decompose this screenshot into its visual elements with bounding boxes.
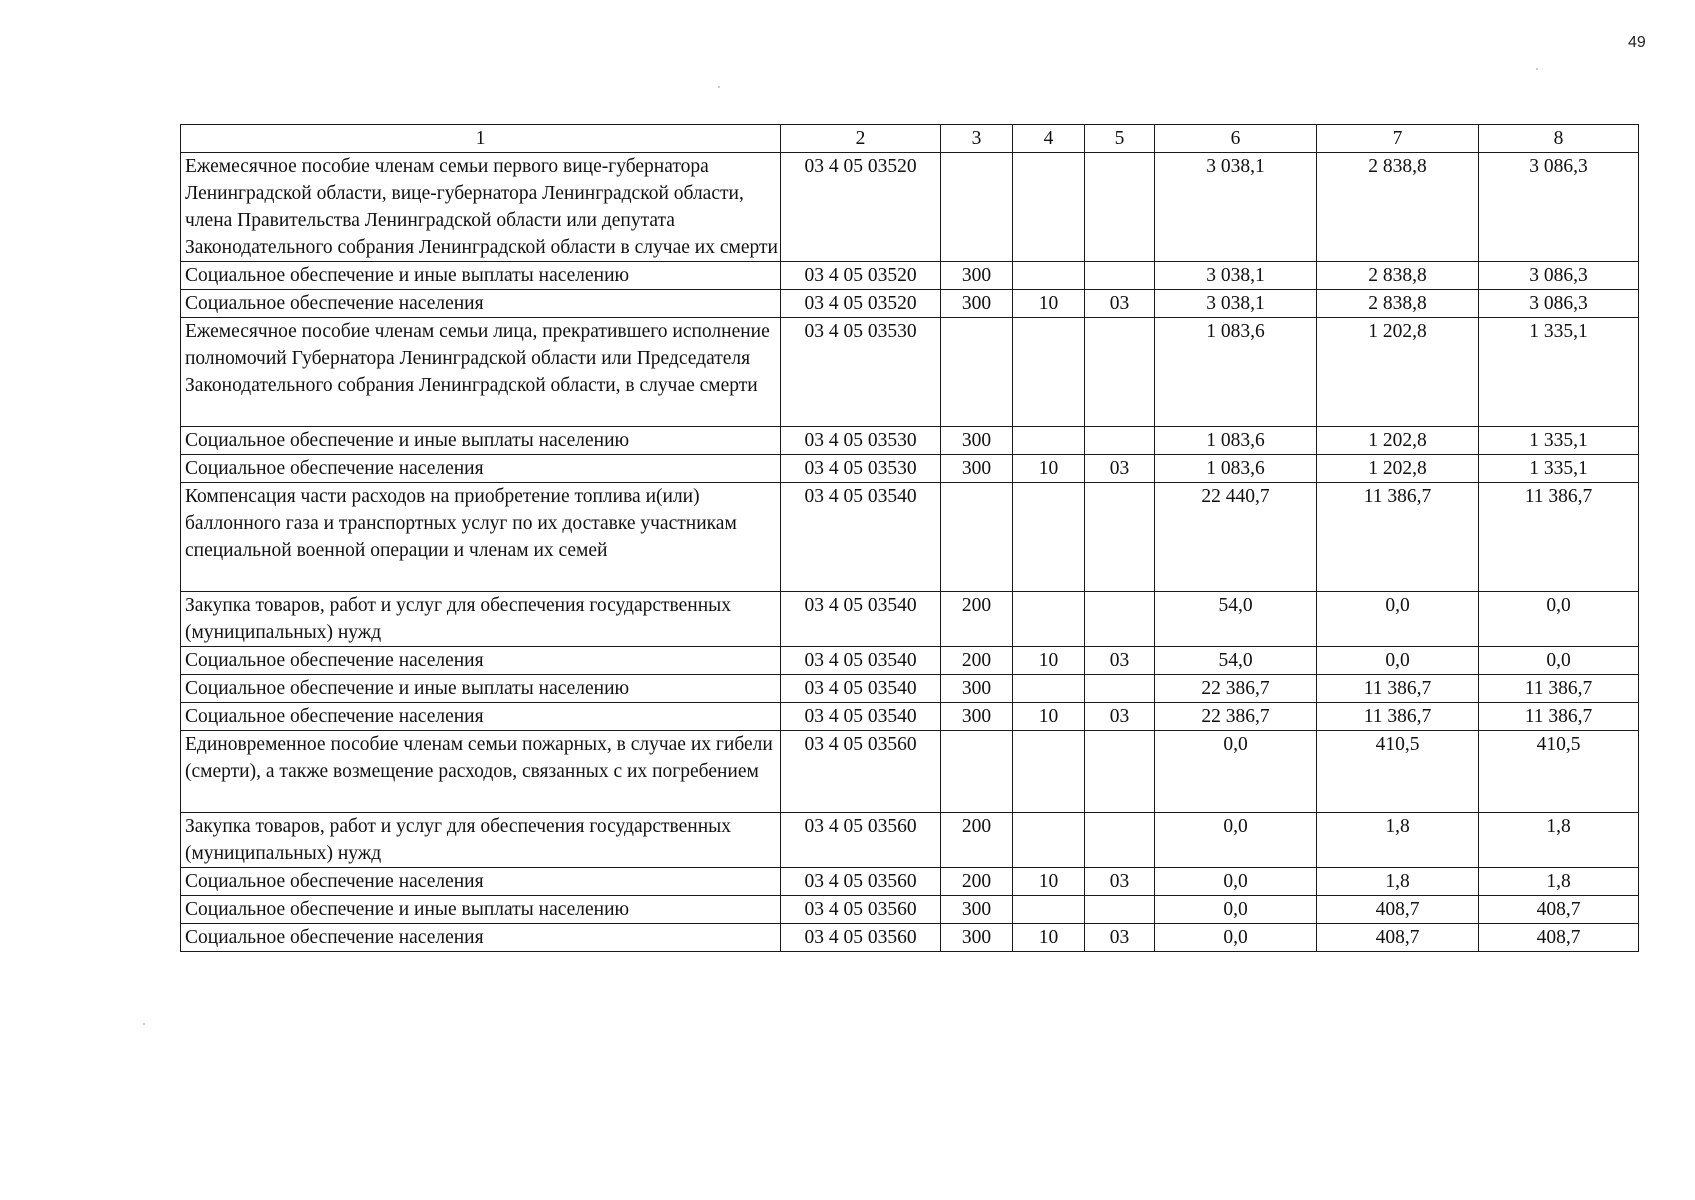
scan-speck bbox=[718, 86, 720, 88]
row-col5 bbox=[1085, 592, 1155, 647]
row-col5: 03 bbox=[1085, 290, 1155, 318]
row-name: Социальное обеспечение населения bbox=[181, 290, 781, 318]
row-name: Ежемесячное пособие членам семьи лица, прекратившего исполнение полномочий Губернатора Ленинградской области или Председателя Законодательного собрания Ленинградской области, в случае смерти bbox=[181, 318, 781, 427]
row-col5 bbox=[1085, 153, 1155, 262]
row-col5 bbox=[1085, 731, 1155, 813]
table-row bbox=[181, 813, 1639, 868]
row-name: Социальное обеспечение населения bbox=[181, 703, 781, 731]
row-col3: 300 bbox=[941, 896, 1013, 924]
row-col7: 1,8 bbox=[1317, 813, 1479, 868]
row-col3: 300 bbox=[941, 427, 1013, 455]
row-col7: 408,7 bbox=[1317, 896, 1479, 924]
row-col4: 10 bbox=[1013, 290, 1085, 318]
row-code: 03 4 05 03530 bbox=[781, 318, 941, 427]
row-col4 bbox=[1013, 896, 1085, 924]
table-row bbox=[181, 896, 1639, 924]
row-col4: 10 bbox=[1013, 703, 1085, 731]
row-code: 03 4 05 03530 bbox=[781, 455, 941, 483]
row-col4 bbox=[1013, 483, 1085, 592]
table-header-row bbox=[181, 125, 1639, 153]
row-col6: 0,0 bbox=[1155, 731, 1317, 813]
row-col6: 0,0 bbox=[1155, 868, 1317, 896]
row-name: Компенсация части расходов на приобретение топлива и(или) баллонного газа и транспортных услуг по их доставке участникам специальной военной операции и членам их семей bbox=[181, 483, 781, 592]
row-col8: 0,0 bbox=[1479, 647, 1639, 675]
row-code: 03 4 05 03520 bbox=[781, 290, 941, 318]
row-col6: 3 038,1 bbox=[1155, 153, 1317, 262]
row-col7: 1 202,8 bbox=[1317, 318, 1479, 427]
column-header: 7 bbox=[1317, 125, 1479, 153]
row-col7: 11 386,7 bbox=[1317, 483, 1479, 592]
row-col7: 0,0 bbox=[1317, 592, 1479, 647]
row-col8: 1 335,1 bbox=[1479, 455, 1639, 483]
scan-speck bbox=[1536, 68, 1538, 70]
row-name: Социальное обеспечение и иные выплаты населению bbox=[181, 427, 781, 455]
row-col5 bbox=[1085, 675, 1155, 703]
row-col3: 200 bbox=[941, 868, 1013, 896]
table-row bbox=[181, 318, 1639, 427]
row-name: Социальное обеспечение населения bbox=[181, 455, 781, 483]
row-col4: 10 bbox=[1013, 868, 1085, 896]
row-col8: 1,8 bbox=[1479, 868, 1639, 896]
row-col7: 2 838,8 bbox=[1317, 262, 1479, 290]
column-header: 6 bbox=[1155, 125, 1317, 153]
row-col7: 410,5 bbox=[1317, 731, 1479, 813]
row-col4: 10 bbox=[1013, 647, 1085, 675]
row-code: 03 4 05 03560 bbox=[781, 813, 941, 868]
row-col4 bbox=[1013, 153, 1085, 262]
row-code: 03 4 05 03560 bbox=[781, 868, 941, 896]
row-col7: 11 386,7 bbox=[1317, 703, 1479, 731]
row-col6: 3 038,1 bbox=[1155, 290, 1317, 318]
row-col8: 408,7 bbox=[1479, 896, 1639, 924]
row-col7: 0,0 bbox=[1317, 647, 1479, 675]
column-header: 5 bbox=[1085, 125, 1155, 153]
row-col3: 300 bbox=[941, 262, 1013, 290]
table-row bbox=[181, 153, 1639, 262]
table-row bbox=[181, 924, 1639, 952]
row-col5 bbox=[1085, 483, 1155, 592]
row-name: Социальное обеспечение и иные выплаты населению bbox=[181, 675, 781, 703]
row-col3 bbox=[941, 318, 1013, 427]
row-code: 03 4 05 03530 bbox=[781, 427, 941, 455]
row-col5 bbox=[1085, 262, 1155, 290]
row-col6: 0,0 bbox=[1155, 896, 1317, 924]
table-row bbox=[181, 262, 1639, 290]
row-code: 03 4 05 03540 bbox=[781, 483, 941, 592]
row-code: 03 4 05 03560 bbox=[781, 924, 941, 952]
table-row bbox=[181, 868, 1639, 896]
row-col5 bbox=[1085, 318, 1155, 427]
row-col7: 1 202,8 bbox=[1317, 427, 1479, 455]
row-col4 bbox=[1013, 592, 1085, 647]
table-row bbox=[181, 731, 1639, 813]
row-col4: 10 bbox=[1013, 455, 1085, 483]
row-col7: 2 838,8 bbox=[1317, 153, 1479, 262]
row-col8: 3 086,3 bbox=[1479, 262, 1639, 290]
row-col5: 03 bbox=[1085, 703, 1155, 731]
row-col5: 03 bbox=[1085, 924, 1155, 952]
row-col7: 11 386,7 bbox=[1317, 675, 1479, 703]
row-code: 03 4 05 03560 bbox=[781, 731, 941, 813]
row-col6: 0,0 bbox=[1155, 924, 1317, 952]
row-name: Социальное обеспечение и иные выплаты населению bbox=[181, 262, 781, 290]
row-col7: 408,7 bbox=[1317, 924, 1479, 952]
row-name: Социальное обеспечение и иные выплаты населению bbox=[181, 896, 781, 924]
row-col6: 0,0 bbox=[1155, 813, 1317, 868]
row-col4: 10 bbox=[1013, 924, 1085, 952]
table-row bbox=[181, 703, 1639, 731]
row-col4 bbox=[1013, 262, 1085, 290]
row-col6: 3 038,1 bbox=[1155, 262, 1317, 290]
table-row bbox=[181, 675, 1639, 703]
row-col7: 2 838,8 bbox=[1317, 290, 1479, 318]
row-name: Единовременное пособие членам семьи пожарных, в случае их гибели (смерти), а также возмещение расходов, связанных с их погребением bbox=[181, 731, 781, 813]
row-col6: 22 386,7 bbox=[1155, 675, 1317, 703]
scan-speck bbox=[143, 1023, 145, 1025]
row-col7: 1,8 bbox=[1317, 868, 1479, 896]
row-col5: 03 bbox=[1085, 455, 1155, 483]
table-row bbox=[181, 455, 1639, 483]
row-col4 bbox=[1013, 675, 1085, 703]
row-col3 bbox=[941, 153, 1013, 262]
row-name: Закупка товаров, работ и услуг для обеспечения государственных (муниципальных) нужд bbox=[181, 592, 781, 647]
row-name: Социальное обеспечение населения bbox=[181, 647, 781, 675]
row-col5 bbox=[1085, 427, 1155, 455]
row-col8: 1,8 bbox=[1479, 813, 1639, 868]
column-header: 2 bbox=[781, 125, 941, 153]
row-name: Ежемесячное пособие членам семьи первого вице-губернатора Ленинградской области, вице-губернатора Ленинградской области, члена Правительства Ленинградской области или депутата Законодательного собрания Ленинградской области в случае их смерти bbox=[181, 153, 781, 262]
row-col8: 1 335,1 bbox=[1479, 427, 1639, 455]
row-code: 03 4 05 03540 bbox=[781, 647, 941, 675]
row-col5: 03 bbox=[1085, 647, 1155, 675]
row-code: 03 4 05 03560 bbox=[781, 896, 941, 924]
row-col6: 54,0 bbox=[1155, 647, 1317, 675]
row-col8: 11 386,7 bbox=[1479, 483, 1639, 592]
row-col8: 410,5 bbox=[1479, 731, 1639, 813]
row-col8: 11 386,7 bbox=[1479, 703, 1639, 731]
row-col5 bbox=[1085, 896, 1155, 924]
row-col4 bbox=[1013, 427, 1085, 455]
row-col4 bbox=[1013, 318, 1085, 427]
table-row bbox=[181, 592, 1639, 647]
table-row bbox=[181, 427, 1639, 455]
budget-table bbox=[180, 124, 1639, 952]
table-row bbox=[181, 290, 1639, 318]
row-col3: 300 bbox=[941, 703, 1013, 731]
column-header: 4 bbox=[1013, 125, 1085, 153]
row-code: 03 4 05 03540 bbox=[781, 675, 941, 703]
row-col6: 22 386,7 bbox=[1155, 703, 1317, 731]
table-row bbox=[181, 647, 1639, 675]
row-name: Социальное обеспечение населения bbox=[181, 924, 781, 952]
row-col8: 3 086,3 bbox=[1479, 153, 1639, 262]
row-code: 03 4 05 03540 bbox=[781, 703, 941, 731]
row-col3 bbox=[941, 483, 1013, 592]
column-header: 8 bbox=[1479, 125, 1639, 153]
row-col8: 0,0 bbox=[1479, 592, 1639, 647]
row-code: 03 4 05 03520 bbox=[781, 153, 941, 262]
row-col5: 03 bbox=[1085, 868, 1155, 896]
row-col8: 408,7 bbox=[1479, 924, 1639, 952]
row-code: 03 4 05 03520 bbox=[781, 262, 941, 290]
row-col4 bbox=[1013, 813, 1085, 868]
row-col8: 3 086,3 bbox=[1479, 290, 1639, 318]
row-col3: 200 bbox=[941, 592, 1013, 647]
row-col3: 300 bbox=[941, 455, 1013, 483]
page-number: 49 bbox=[1628, 34, 1646, 51]
row-col8: 1 335,1 bbox=[1479, 318, 1639, 427]
row-name: Социальное обеспечение населения bbox=[181, 868, 781, 896]
column-header: 3 bbox=[941, 125, 1013, 153]
row-col3: 200 bbox=[941, 647, 1013, 675]
row-col5 bbox=[1085, 813, 1155, 868]
row-col3: 200 bbox=[941, 813, 1013, 868]
row-col3: 300 bbox=[941, 924, 1013, 952]
row-col3: 300 bbox=[941, 290, 1013, 318]
row-col8: 11 386,7 bbox=[1479, 675, 1639, 703]
row-name: Закупка товаров, работ и услуг для обеспечения государственных (муниципальных) нужд bbox=[181, 813, 781, 868]
row-col3 bbox=[941, 731, 1013, 813]
row-col6: 54,0 bbox=[1155, 592, 1317, 647]
row-col6: 1 083,6 bbox=[1155, 427, 1317, 455]
row-col6: 1 083,6 bbox=[1155, 455, 1317, 483]
row-col6: 1 083,6 bbox=[1155, 318, 1317, 427]
row-col6: 22 440,7 bbox=[1155, 483, 1317, 592]
row-col7: 1 202,8 bbox=[1317, 455, 1479, 483]
row-code: 03 4 05 03540 bbox=[781, 592, 941, 647]
row-col4 bbox=[1013, 731, 1085, 813]
table-row bbox=[181, 483, 1639, 592]
column-header: 1 bbox=[181, 125, 781, 153]
row-col3: 300 bbox=[941, 675, 1013, 703]
